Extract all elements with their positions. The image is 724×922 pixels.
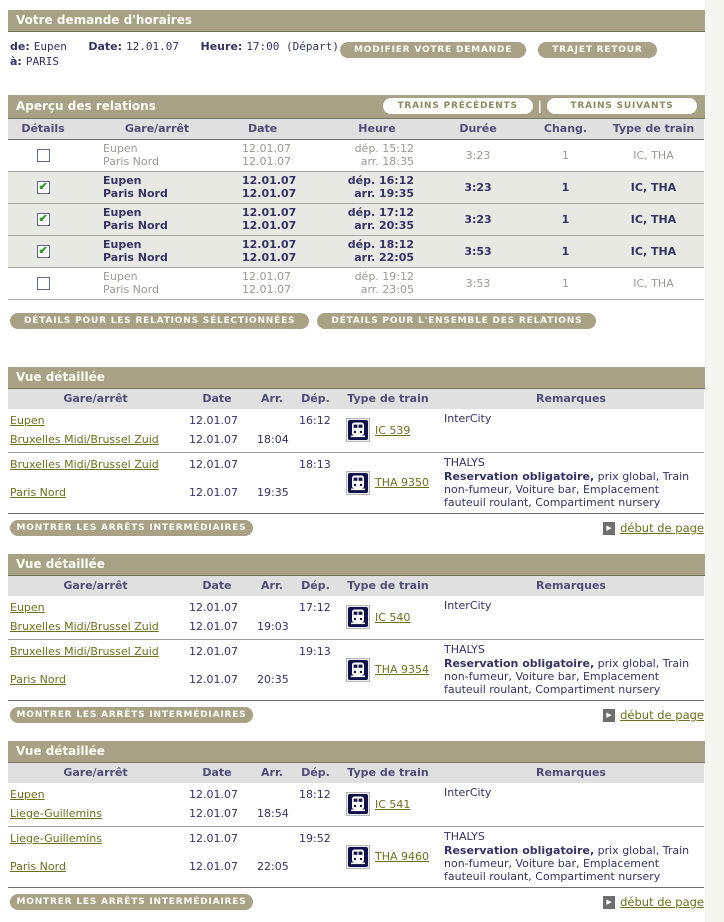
arr-label: arr. (360, 283, 379, 296)
detail-section (8, 367, 705, 540)
request-header-bar (8, 10, 705, 32)
col-details: Détails (8, 119, 78, 140)
dep-time: 16:12 (378, 174, 414, 187)
relations-header-row (8, 119, 704, 140)
col-station: Gare/arrêt (8, 389, 183, 409)
remark-operator: THALYS (444, 830, 485, 843)
col-remarks: Remarques (438, 763, 704, 783)
to-date: 12.01.07 (242, 155, 291, 168)
relation-checkbox[interactable] (37, 149, 50, 162)
arr-time: 18:35 (382, 155, 414, 168)
leg-date: 12.01.07 (189, 414, 238, 427)
return-trip-button[interactable]: TRAJET RETOUR (538, 42, 656, 58)
overview-section (8, 95, 705, 329)
from-date: 12.01.07 (242, 174, 297, 187)
journey-leg (8, 409, 704, 452)
to-date: 12.01.07 (242, 219, 297, 232)
train-types: IC, THA (603, 140, 704, 172)
changes: 1 (528, 140, 603, 172)
detail-columns-row (8, 576, 704, 596)
remark-text: prix global, Train non-fumeur, Voiture bar, Emplacement fauteuil roulant, Compartiment nursery (444, 844, 690, 883)
request-section (8, 10, 705, 79)
from-label: de: (10, 40, 30, 53)
train-icon (346, 418, 370, 442)
station-link[interactable]: Eupen (10, 601, 45, 614)
arr-time: 18:54 (257, 807, 289, 820)
to-station: Paris Nord (103, 155, 159, 168)
detail-footer (8, 514, 704, 540)
leg-date: 12.01.07 (189, 832, 238, 845)
leg-date: 12.01.07 (189, 620, 238, 633)
train-link[interactable]: IC 540 (375, 610, 411, 624)
to-label: à: (10, 55, 22, 68)
arrow-right-icon: ▶ (603, 896, 615, 909)
previous-trains-button[interactable]: TRAINS PRÉCÉDENTS (383, 98, 533, 114)
from-station: Eupen (103, 270, 138, 283)
from-date: 12.01.07 (242, 270, 291, 283)
relation-row (8, 204, 704, 236)
remark-text: prix global, Train non-fumeur, Voiture bar, Emplacement fauteuil roulant, Compartiment nursery (444, 657, 690, 696)
col-arr: Arr. (251, 763, 293, 783)
request-body (8, 32, 705, 79)
station-link[interactable]: Paris Nord (10, 485, 66, 499)
col-train-type: Type de train (603, 119, 704, 140)
show-intermediate-stops-button[interactable]: MONTRER LES ARRÊTS INTERMÉDIAIRES (10, 894, 253, 910)
time-value: 17:00 (Départ) (246, 40, 340, 53)
detail-section (8, 554, 705, 727)
arr-time: 18:04 (257, 433, 289, 446)
duration: 3:23 (428, 172, 528, 204)
station-link[interactable]: Paris Nord (10, 859, 66, 873)
detail-footer (8, 888, 704, 914)
station-link[interactable]: Bruxelles Midi/Brussel Zuid (10, 645, 159, 658)
date-label: Date: (88, 40, 123, 53)
dep-time: 17:12 (378, 206, 414, 219)
arr-label: arr. (354, 251, 376, 264)
dep-time: 19:52 (299, 832, 331, 845)
dep-time: 19:12 (382, 270, 414, 283)
remark-operator: THALYS (444, 456, 485, 469)
detail-header-bar (8, 367, 705, 389)
train-link[interactable]: THA 9350 (375, 476, 430, 489)
col-remarks: Remarques (438, 389, 704, 409)
date-value: 12.01.07 (126, 40, 180, 53)
dep-time: 16:12 (299, 414, 331, 427)
col-dep: Dép. (293, 576, 338, 596)
dep-label: dép. (347, 174, 376, 187)
changes: 1 (528, 236, 603, 268)
changes: 1 (528, 172, 603, 204)
next-trains-button[interactable]: TRAINS SUIVANTS (547, 98, 697, 114)
journey-leg (8, 452, 704, 513)
dep-label: dép. (354, 270, 379, 283)
station-link[interactable]: Liege-Guillemins (10, 807, 102, 820)
detail-title: Vue détaillée (16, 370, 105, 384)
station-link[interactable]: Paris Nord (10, 672, 66, 686)
to-station: Paris Nord (103, 251, 168, 264)
col-arr: Arr. (251, 576, 293, 596)
train-icon (346, 845, 370, 869)
remark-bold: Reservation obligatoire, (444, 657, 595, 670)
leg-date: 12.01.07 (189, 807, 238, 820)
train-icon (346, 471, 370, 495)
arr-time: 20:35 (378, 219, 414, 232)
train-icon (346, 658, 370, 682)
arr-time: 22:05 (257, 859, 289, 873)
train-link[interactable]: THA 9460 (375, 850, 430, 863)
relation-checkbox[interactable] (37, 181, 50, 194)
overview-actions (8, 300, 705, 329)
top-of-page-link[interactable]: début de page (620, 708, 704, 722)
arrow-right-icon: ▶ (603, 522, 615, 535)
journey-leg (8, 639, 704, 700)
changes: 1 (528, 268, 603, 300)
col-station: Gare/arrêt (8, 576, 183, 596)
dep-label: dép. (347, 238, 376, 251)
relation-checkbox[interactable] (37, 245, 50, 258)
train-link[interactable]: IC 541 (375, 797, 411, 811)
to-station: Paris Nord (103, 219, 168, 232)
show-intermediate-stops-button[interactable]: MONTRER LES ARRÊTS INTERMÉDIAIRES (10, 707, 253, 723)
leg-remarks (438, 785, 704, 823)
relation-row (8, 140, 704, 172)
dep-label: dép. (347, 206, 376, 219)
arr-time: 22:05 (378, 251, 414, 264)
col-changes: Chang. (528, 119, 603, 140)
leg-remarks (438, 829, 704, 884)
to-value: PARIS (25, 55, 59, 68)
to-date: 12.01.07 (242, 187, 297, 200)
arr-time: 19:03 (257, 620, 289, 633)
show-intermediate-stops-button[interactable]: MONTRER LES ARRÊTS INTERMÉDIAIRES (10, 520, 253, 536)
remark-bold: Reservation obligatoire, (444, 470, 595, 483)
dep-time: 17:12 (299, 601, 331, 614)
leg-date: 12.01.07 (189, 458, 238, 471)
journey-leg (8, 783, 704, 826)
leg-date: 12.01.07 (189, 601, 238, 614)
leg-date: 12.01.07 (189, 485, 238, 499)
leg-remarks (438, 598, 704, 636)
details-selected-button[interactable]: DÉTAILS POUR LES RELATIONS SÉLECTIONNÉES (10, 313, 309, 329)
relation-row (8, 268, 704, 300)
col-date: Date (183, 389, 251, 409)
train-icon (346, 792, 370, 816)
train-icon (346, 605, 370, 629)
detail-header-bar (8, 741, 705, 763)
from-value: Eupen (33, 40, 67, 53)
detail-columns-row (8, 389, 704, 409)
train-types: IC, THA (603, 268, 704, 300)
to-station: Paris Nord (103, 283, 159, 296)
col-remarks: Remarques (438, 576, 704, 596)
station-link[interactable]: Eupen (10, 788, 45, 801)
station-link[interactable]: Bruxelles Midi/Brussel Zuid (10, 433, 159, 446)
arr-time: 19:35 (378, 187, 414, 200)
col-time: Heure (326, 119, 428, 140)
journey-leg (8, 596, 704, 639)
leg-remarks (438, 411, 704, 449)
arr-time: 19:35 (257, 485, 289, 499)
leg-remarks (438, 455, 704, 510)
from-date: 12.01.07 (242, 206, 297, 219)
train-link[interactable]: IC 539 (375, 423, 411, 437)
col-station: Gare/arrêt (78, 119, 236, 140)
remark-operator: InterCity (444, 412, 492, 425)
leg-date: 12.01.07 (189, 433, 238, 446)
leg-date: 12.01.07 (189, 672, 238, 686)
overview-title: Aperçu des relations (16, 99, 156, 113)
modify-request-button[interactable]: MODIFIER VOTRE DEMANDE (340, 42, 526, 58)
col-date: Date (183, 763, 251, 783)
duration: 3:53 (428, 268, 528, 300)
col-date: Date (236, 119, 326, 140)
relation-row (8, 236, 704, 268)
col-dep: Dép. (293, 763, 338, 783)
request-title: Votre demande d'horaires (16, 13, 193, 27)
to-station: Paris Nord (103, 187, 168, 200)
detail-section (8, 741, 705, 914)
relations-table (8, 119, 704, 300)
col-dep: Dép. (293, 389, 338, 409)
relation-row (8, 172, 704, 204)
leg-remarks (438, 642, 704, 697)
remark-operator: InterCity (444, 599, 492, 612)
col-station: Gare/arrêt (8, 763, 183, 783)
changes: 1 (528, 204, 603, 236)
dep-time: 18:12 (378, 238, 414, 251)
station-link[interactable]: Bruxelles Midi/Brussel Zuid (10, 458, 159, 471)
bar-separator: | (537, 99, 542, 113)
detail-title: Vue détaillée (16, 744, 105, 758)
from-date: 12.01.07 (242, 238, 297, 251)
dep-time: 18:12 (299, 788, 331, 801)
relation-checkbox[interactable] (37, 277, 50, 290)
arr-time: 20:35 (257, 672, 289, 686)
station-link[interactable]: Liege-Guillemins (10, 832, 102, 845)
arrow-right-icon: ▶ (603, 709, 615, 722)
station-link[interactable]: Eupen (10, 414, 45, 427)
top-of-page-link[interactable]: début de page (620, 895, 704, 909)
duration: 3:53 (428, 236, 528, 268)
train-types: IC, THA (603, 172, 704, 204)
arr-time: 23:05 (382, 283, 414, 296)
col-arr: Arr. (251, 389, 293, 409)
from-station: Eupen (103, 206, 142, 219)
detail-header-bar (8, 554, 705, 576)
remark-text: prix global, Train non-fumeur, Voiture bar, Emplacement fauteuil roulant, Compartiment nursery (444, 470, 690, 509)
dep-time: 19:13 (299, 645, 331, 658)
time-label: Heure: (200, 40, 243, 53)
col-date: Date (183, 576, 251, 596)
request-info (10, 39, 340, 69)
train-types: IC, THA (603, 204, 704, 236)
relation-checkbox[interactable] (37, 213, 50, 226)
station-link[interactable]: Bruxelles Midi/Brussel Zuid (10, 620, 159, 633)
leg-date: 12.01.07 (189, 859, 238, 873)
duration: 3:23 (428, 204, 528, 236)
from-date: 12.01.07 (242, 142, 291, 155)
col-train: Type de train (338, 576, 438, 596)
request-buttons (340, 42, 657, 58)
arr-label: arr. (354, 219, 376, 232)
details-all-button[interactable]: DÉTAILS POUR L'ENSEMBLE DES RELATIONS (317, 313, 596, 329)
arr-label: arr. (354, 187, 376, 200)
arr-label: arr. (360, 155, 379, 168)
to-date: 12.01.07 (242, 251, 297, 264)
leg-date: 12.01.07 (189, 645, 238, 658)
to-date: 12.01.07 (242, 283, 291, 296)
col-train: Type de train (338, 763, 438, 783)
train-link[interactable]: THA 9354 (375, 663, 430, 676)
detail-columns-row (8, 763, 704, 783)
col-duration: Durée (428, 119, 528, 140)
remark-operator: THALYS (444, 643, 485, 656)
journey-leg (8, 826, 704, 887)
overview-header-bar (8, 95, 705, 119)
top-of-page-link[interactable]: début de page (620, 521, 704, 535)
remark-operator: InterCity (444, 786, 492, 799)
leg-date: 12.01.07 (189, 788, 238, 801)
from-station: Eupen (103, 238, 142, 251)
col-train: Type de train (338, 389, 438, 409)
from-station: Eupen (103, 174, 142, 187)
dep-time: 15:12 (382, 142, 414, 155)
remark-bold: Reservation obligatoire, (444, 844, 595, 857)
detail-title: Vue détaillée (16, 557, 105, 571)
train-types: IC, THA (603, 236, 704, 268)
from-station: Eupen (103, 142, 138, 155)
dep-time: 18:13 (299, 458, 331, 471)
duration: 3:23 (428, 140, 528, 172)
detail-footer (8, 701, 704, 727)
dep-label: dép. (354, 142, 379, 155)
